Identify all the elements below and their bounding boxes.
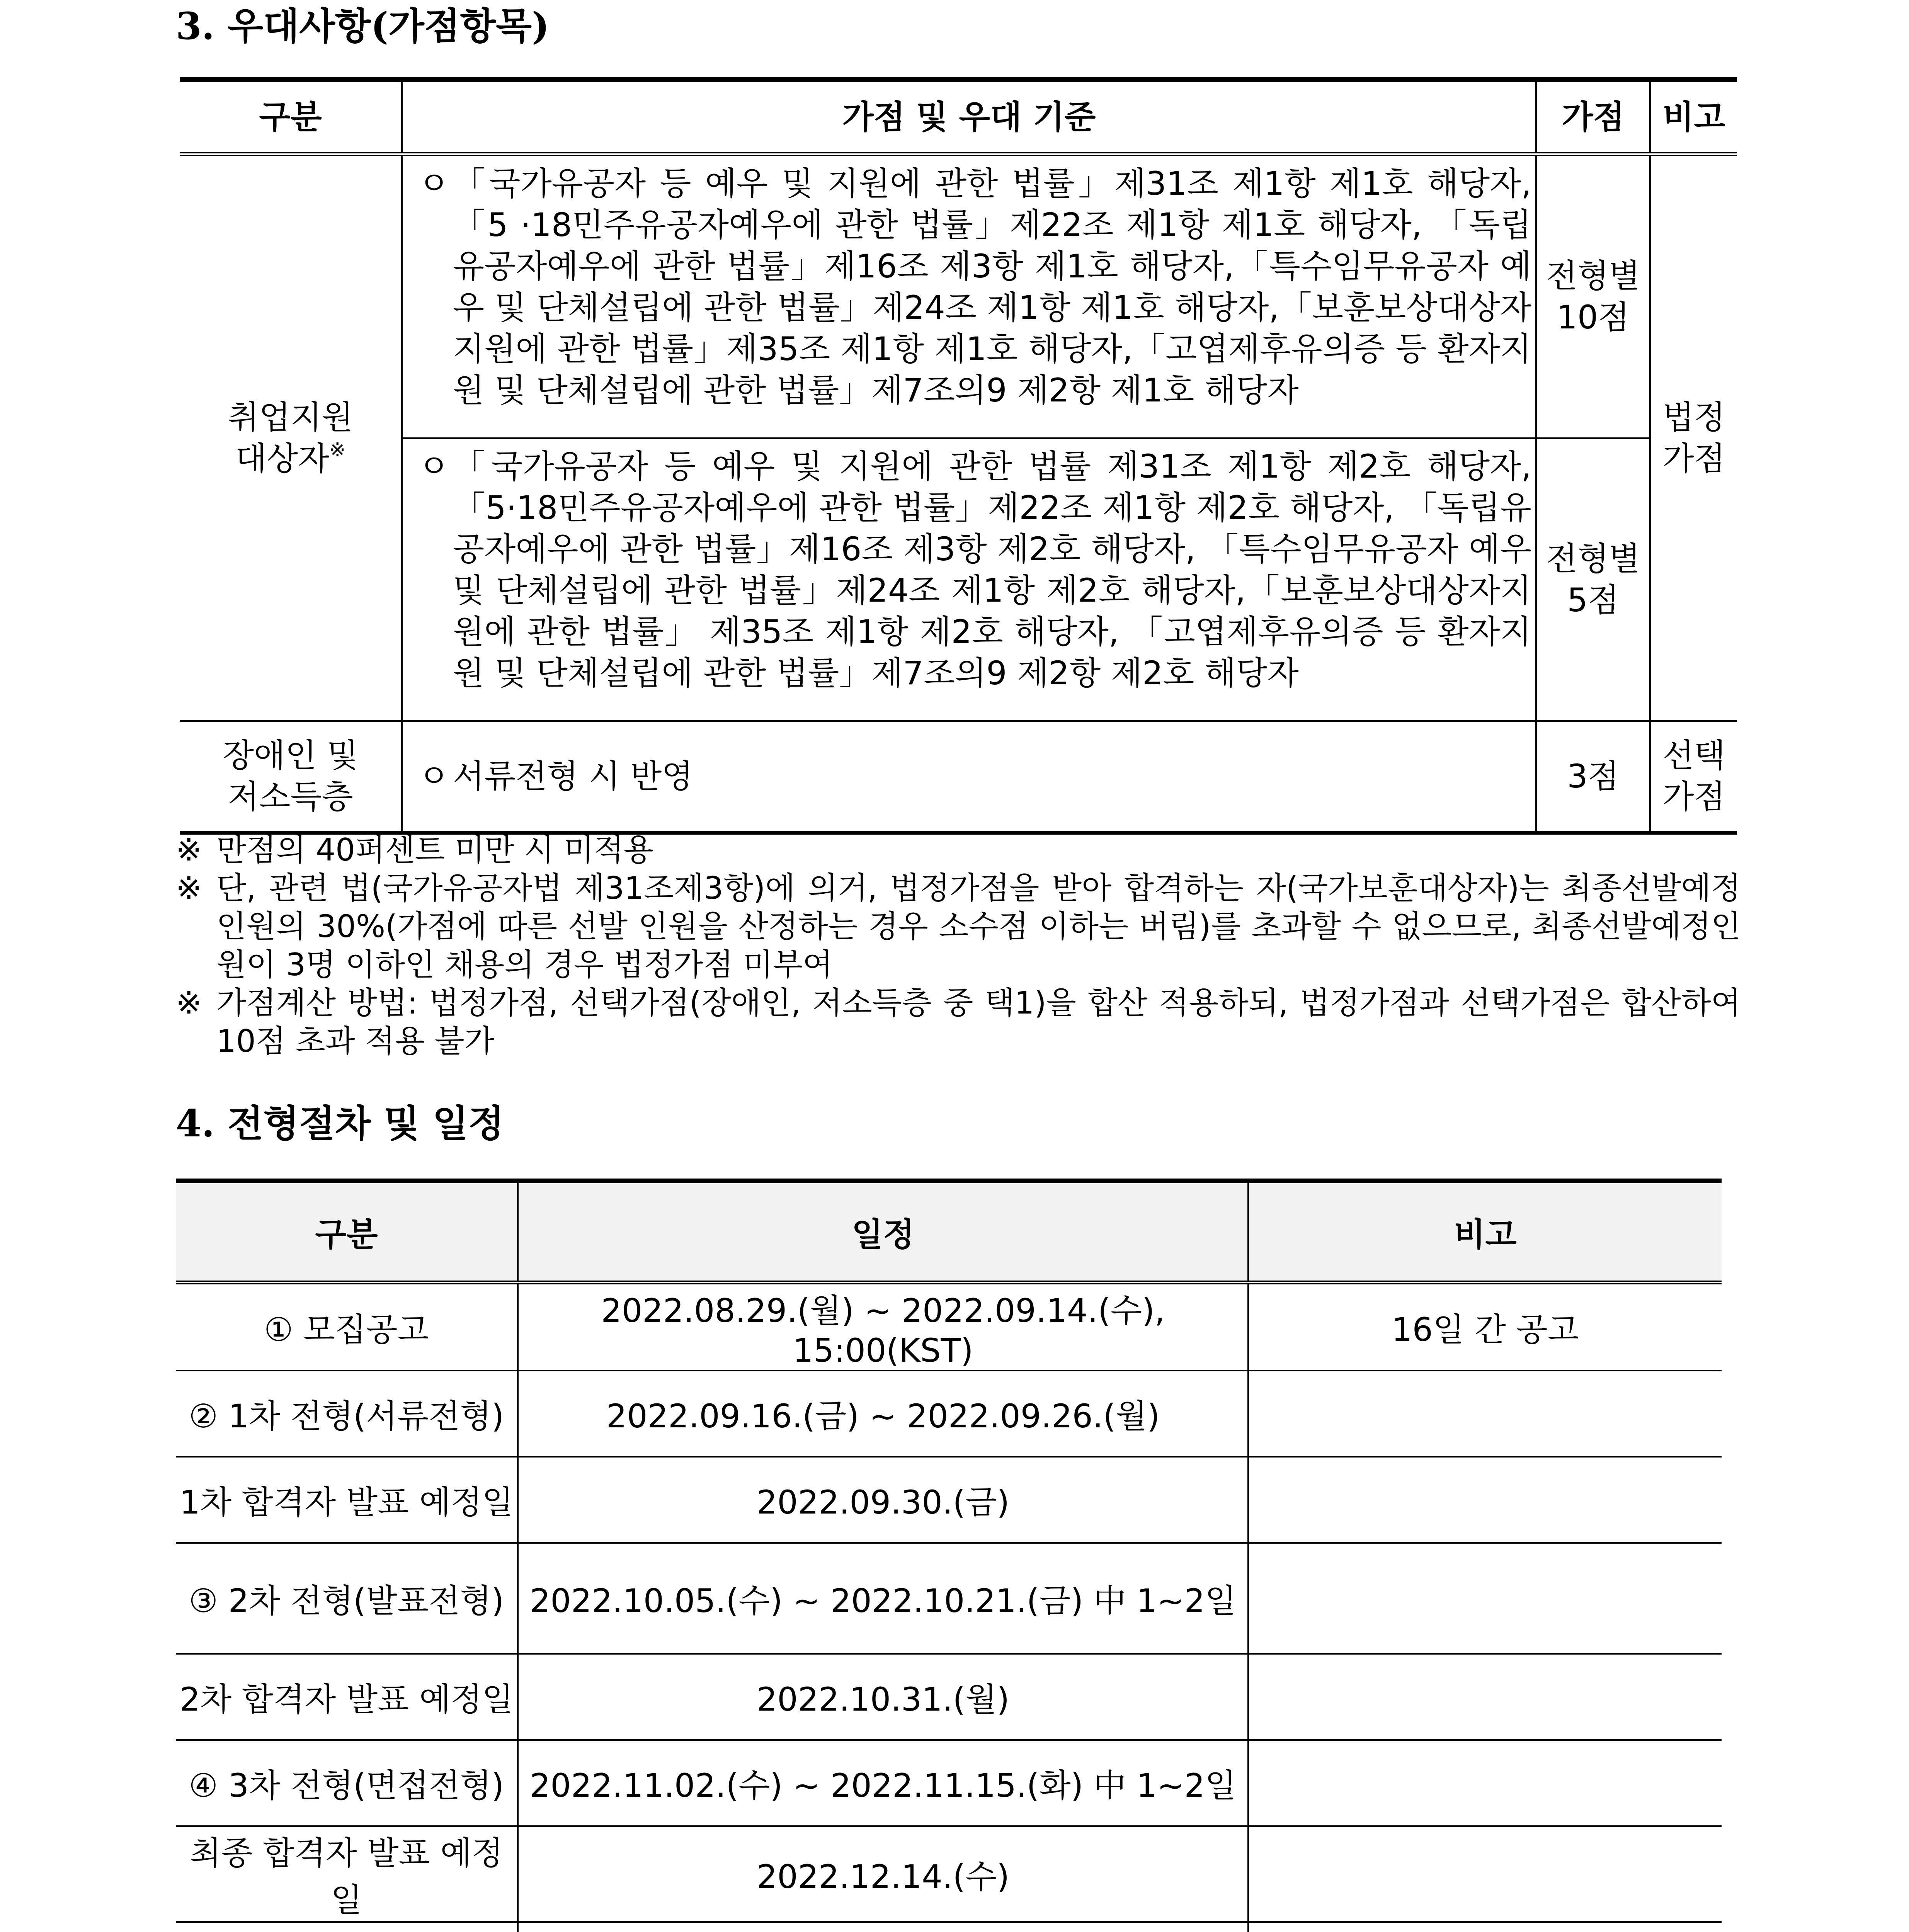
table-row xyxy=(180,438,1737,721)
table-row xyxy=(176,1922,1722,1932)
step-remark xyxy=(1248,1457,1722,1543)
header-criteria: 가점 및 우대 기준 xyxy=(402,80,1536,154)
table-row xyxy=(180,154,1737,438)
criteria-cell xyxy=(402,154,1536,438)
bullet-mark: ㅇ xyxy=(418,165,450,202)
note-item: ※ 가점계산 방법: 법정가점, 선택가점(장애인, 저소득층 중 택1)을 합산 적용하되, 법정가점과 선택가점은 합산하여 10점 초과 적용 불가 xyxy=(176,985,1741,1059)
bullet-mark: ㅇ xyxy=(418,757,450,795)
section3-title: 3. 우대사항(가점항목) xyxy=(176,4,550,48)
criteria-text: 서류전형 시 반영 xyxy=(453,757,693,795)
footnote-mark: ※ xyxy=(329,439,346,461)
table-row xyxy=(176,1740,1722,1826)
step-label: 1차 합격자 발표 예정일 xyxy=(176,1457,518,1543)
header-points: 가점 xyxy=(1536,80,1650,154)
header-category: 구분 xyxy=(176,1181,518,1282)
category-employment-support: 취업지원 대상자※ xyxy=(180,154,402,721)
step-schedule: 2022.09.16.(금) ~ 2022.09.26.(월) xyxy=(518,1371,1248,1457)
preference-table xyxy=(180,77,1737,835)
category-disabled-lowincome: 장애인 및 저소득층 xyxy=(180,721,402,833)
table-row xyxy=(176,1282,1722,1371)
table-row xyxy=(176,1371,1722,1457)
step-schedule: 2022.10.05.(수) ~ 2022.10.21.(금) 中 1~2일 xyxy=(518,1543,1248,1654)
step-label: ① 모집공고 xyxy=(176,1282,518,1371)
header-schedule: 일정 xyxy=(518,1181,1248,1282)
points-cell: 3점 xyxy=(1536,721,1650,833)
step-remark xyxy=(1248,1826,1722,1922)
step-label: ④ 3차 전형(면접전형) xyxy=(176,1740,518,1826)
table-row xyxy=(176,1654,1722,1740)
step-remark xyxy=(1248,1922,1722,1932)
table-row xyxy=(176,1457,1722,1543)
step-remark xyxy=(1248,1740,1722,1826)
step-remark xyxy=(1248,1543,1722,1654)
step-remark xyxy=(1248,1654,1722,1740)
remark-cell: 법정 가점 xyxy=(1650,154,1737,721)
table-row xyxy=(180,721,1737,833)
remark-cell: 선택 가점 xyxy=(1650,721,1737,833)
criteria-text: 「국가유공자 등 예우 및 지원에 관한 법률 제31조 제1항 제2호 해당자, 「5·18민주유공자예우에 관한 법률」제22조 제1항 제2호 해당자, 「독립유공자예우에 관한 법률」제16조 제3항 제2호 해당자, 「특수임무유공자 예우 및 단체설립에 관한 법률」제24조 제1항 제2호 해당자,「보훈보상대상자지원에 관한 법률」 제35조 제1항 제2호 해당자, 「고엽제후유의증 등 환자지원 및 단체설립에 관한 법률」제7조의9 제2항 제2호 해당자 xyxy=(453,447,1531,692)
criteria-text: 「국가유공자 등 예우 및 지원에 관한 법률」제31조 제1항 제1호 해당자, 「5 ·18민주유공자예우에 관한 법률」제22조 제1항 제1호 해당자, 「독립유공자예우에 관한 법률」제16조 제3항 제1호 해당자,「특수임무유공자 예우 및 단체설립에 관한 법률」제24조 제1항 제1호 해당자,「보훈보상대상자지원에 관한 법률」제35조 제1항 제1호 해당자,「고엽제후유의증 등 환자지원 및 단체설립에 관한 법률」제7조의9 제2항 제1호 해당자 xyxy=(453,165,1531,409)
criteria-cell xyxy=(402,721,1536,833)
bullet-mark: ㅇ xyxy=(418,447,450,485)
step-schedule: 2022.09.30.(금) xyxy=(518,1457,1248,1543)
step-label: 최종 합격자 발표 예정일 xyxy=(176,1826,518,1922)
step-remark: 16일 간 공고 xyxy=(1248,1282,1722,1371)
step-label: ② 1차 전형(서류전형) xyxy=(176,1371,518,1457)
step-schedule: 2022.11.02.(수) ~ 2022.11.15.(화) 中 1~2일 xyxy=(518,1740,1248,1826)
header-category: 구분 xyxy=(180,80,402,154)
table-row xyxy=(176,1543,1722,1654)
step-remark xyxy=(1248,1371,1722,1457)
step-label xyxy=(176,1922,518,1932)
preference-table-header xyxy=(180,80,1737,154)
step-schedule xyxy=(518,1922,1248,1932)
step-schedule: 2022.10.31.(월) xyxy=(518,1654,1248,1740)
step-schedule: 2022.12.14.(수) xyxy=(518,1826,1248,1922)
criteria-cell xyxy=(402,438,1536,721)
note-item: ※ 만점의 40퍼센트 미만 시 미적용 xyxy=(176,832,653,868)
schedule-table xyxy=(176,1179,1722,1932)
schedule-table-header xyxy=(176,1181,1722,1282)
header-remark: 비고 xyxy=(1650,80,1737,154)
section4-title: 4. 전형절차 및 일정 xyxy=(176,1102,504,1145)
step-label: 2차 합격자 발표 예정일 xyxy=(176,1654,518,1740)
step-schedule: 2022.08.29.(월) ~ 2022.09.14.(수), 15:00(KST) xyxy=(518,1282,1248,1371)
points-cell: 전형별 5점 xyxy=(1536,438,1650,721)
header-remark: 비고 xyxy=(1248,1181,1722,1282)
section3-notes xyxy=(176,831,1741,1060)
table-row xyxy=(176,1826,1722,1922)
step-label: ③ 2차 전형(발표전형) xyxy=(176,1543,518,1654)
note-item: ※ 단, 관련 법(국가유공자법 제31조제3항)에 의거, 법정가점을 받아 합격하는 자(국가보훈대상자)는 최종선발예정인원의 30%(가점에 따른 선발 인원을 산정하는 경우 소수점 이하는 버림)를 초과할 수 없으므로, 최종선발예정인원이 3명 이하인 채용의 경우 법정가점 미부여 xyxy=(176,870,1741,983)
points-cell: 전형별 10점 xyxy=(1536,154,1650,438)
